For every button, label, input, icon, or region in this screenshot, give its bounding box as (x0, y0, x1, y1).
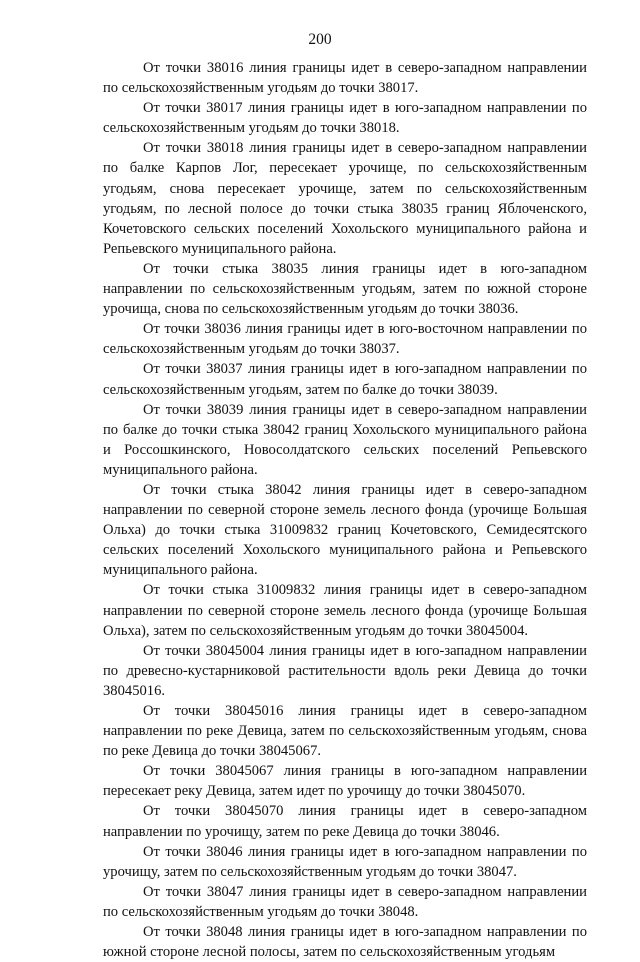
paragraph: От точки 38037 линия границы идет в юго-западном направлении по сельскохозяйственным угодьям, затем по балке до точки 38039. (103, 361, 587, 398)
paragraph: От точки 38045067 линия границы в юго-западном направлении пересекает реку Девица, затем идет по урочищу до точки 38045070. (103, 763, 587, 800)
paragraph: От точки стыка 38035 линия границы идет в юго-западном направлении по сельскохозяйственным угодьям, затем по южной стороне урочища, снова по сельскохозяйственным угодьям до точки 38036. (103, 260, 587, 318)
paragraph: От точки стыка 38042 линия границы идет в северо-западном направлении по северной стороне земель лесного фонда (урочище Большая Ольха) до точки стыка 31009832 границ Кочетовского, Семидесятского сельских поселений Хохольского муниципального района и Репьевского муниципального района. (103, 481, 587, 579)
paragraph: От точки 38047 линия границы идет в северо-западном направлении по сельскохозяйственным угодьям до точки 38048. (103, 883, 587, 920)
paragraph: От точки 38036 линия границы идет в юго-восточном направлении по сельскохозяйственным угодьям до точки 38037. (103, 321, 587, 358)
paragraph: От точки 38016 линия границы идет в северо-западном направлении по сельскохозяйственным угодьям до точки 38017. (103, 60, 587, 97)
paragraph: От точки 38039 линия границы идет в северо-западном направлении по балке до точки стыка 38042 границ Хохольского муниципального района и Россошкинского, Новосолдатского сельских поселений Репьевского муниципального района. (103, 401, 587, 478)
paragraph: От точки стыка 31009832 линия границы идет в северо-западном направлении по северной стороне земель лесного фонда (урочище Большая Ольха), затем по сельскохозяйственным угодьям до точки 38045004. (103, 582, 587, 639)
document-body (103, 58, 587, 962)
paragraph: От точки 38045016 линия границы идет в северо-западном направлении по реке Девица, затем по сельскохозяйственным угодьям, снова по реке Девица до точки 38045067. (103, 703, 587, 760)
paragraph: От точки 38018 линия границы идет в северо-западном направлении по балке Карпов Лог, пересекает урочище, по сельскохозяйственным угодьям, снова пересекает урочище, затем по сельскохозяйственным угодьям, по лесной полосе до точки стыка 38035 границ Яблоченского, Кочетовского сельских поселений Хохольского муниципального района и Репьевского муниципального района. (103, 140, 587, 257)
paragraph: От точки 38045004 линия границы идет в юго-западном направлении по древесно-кустарниковой растительности вдоль реки Девица до точки 38045016. (103, 642, 587, 699)
paragraph: От точки 38046 линия границы идет в юго-западном направлении по урочищу, затем по сельскохозяйственным угодьям до точки 38047. (103, 843, 587, 880)
paragraph: От точки 38045070 линия границы идет в северо-западном направлении по урочищу, затем по реке Девица до точки 38046. (103, 803, 587, 840)
page-number: 200 (308, 31, 332, 48)
paragraph: От точки 38048 линия границы идет в юго-западном направлении по южной стороне лесной полосы, затем по сельскохозяйственным угодьям (103, 924, 587, 961)
paragraph: От точки 38017 линия границы идет в юго-западном направлении по сельскохозяйственным угодьям до точки 38018. (103, 100, 587, 137)
